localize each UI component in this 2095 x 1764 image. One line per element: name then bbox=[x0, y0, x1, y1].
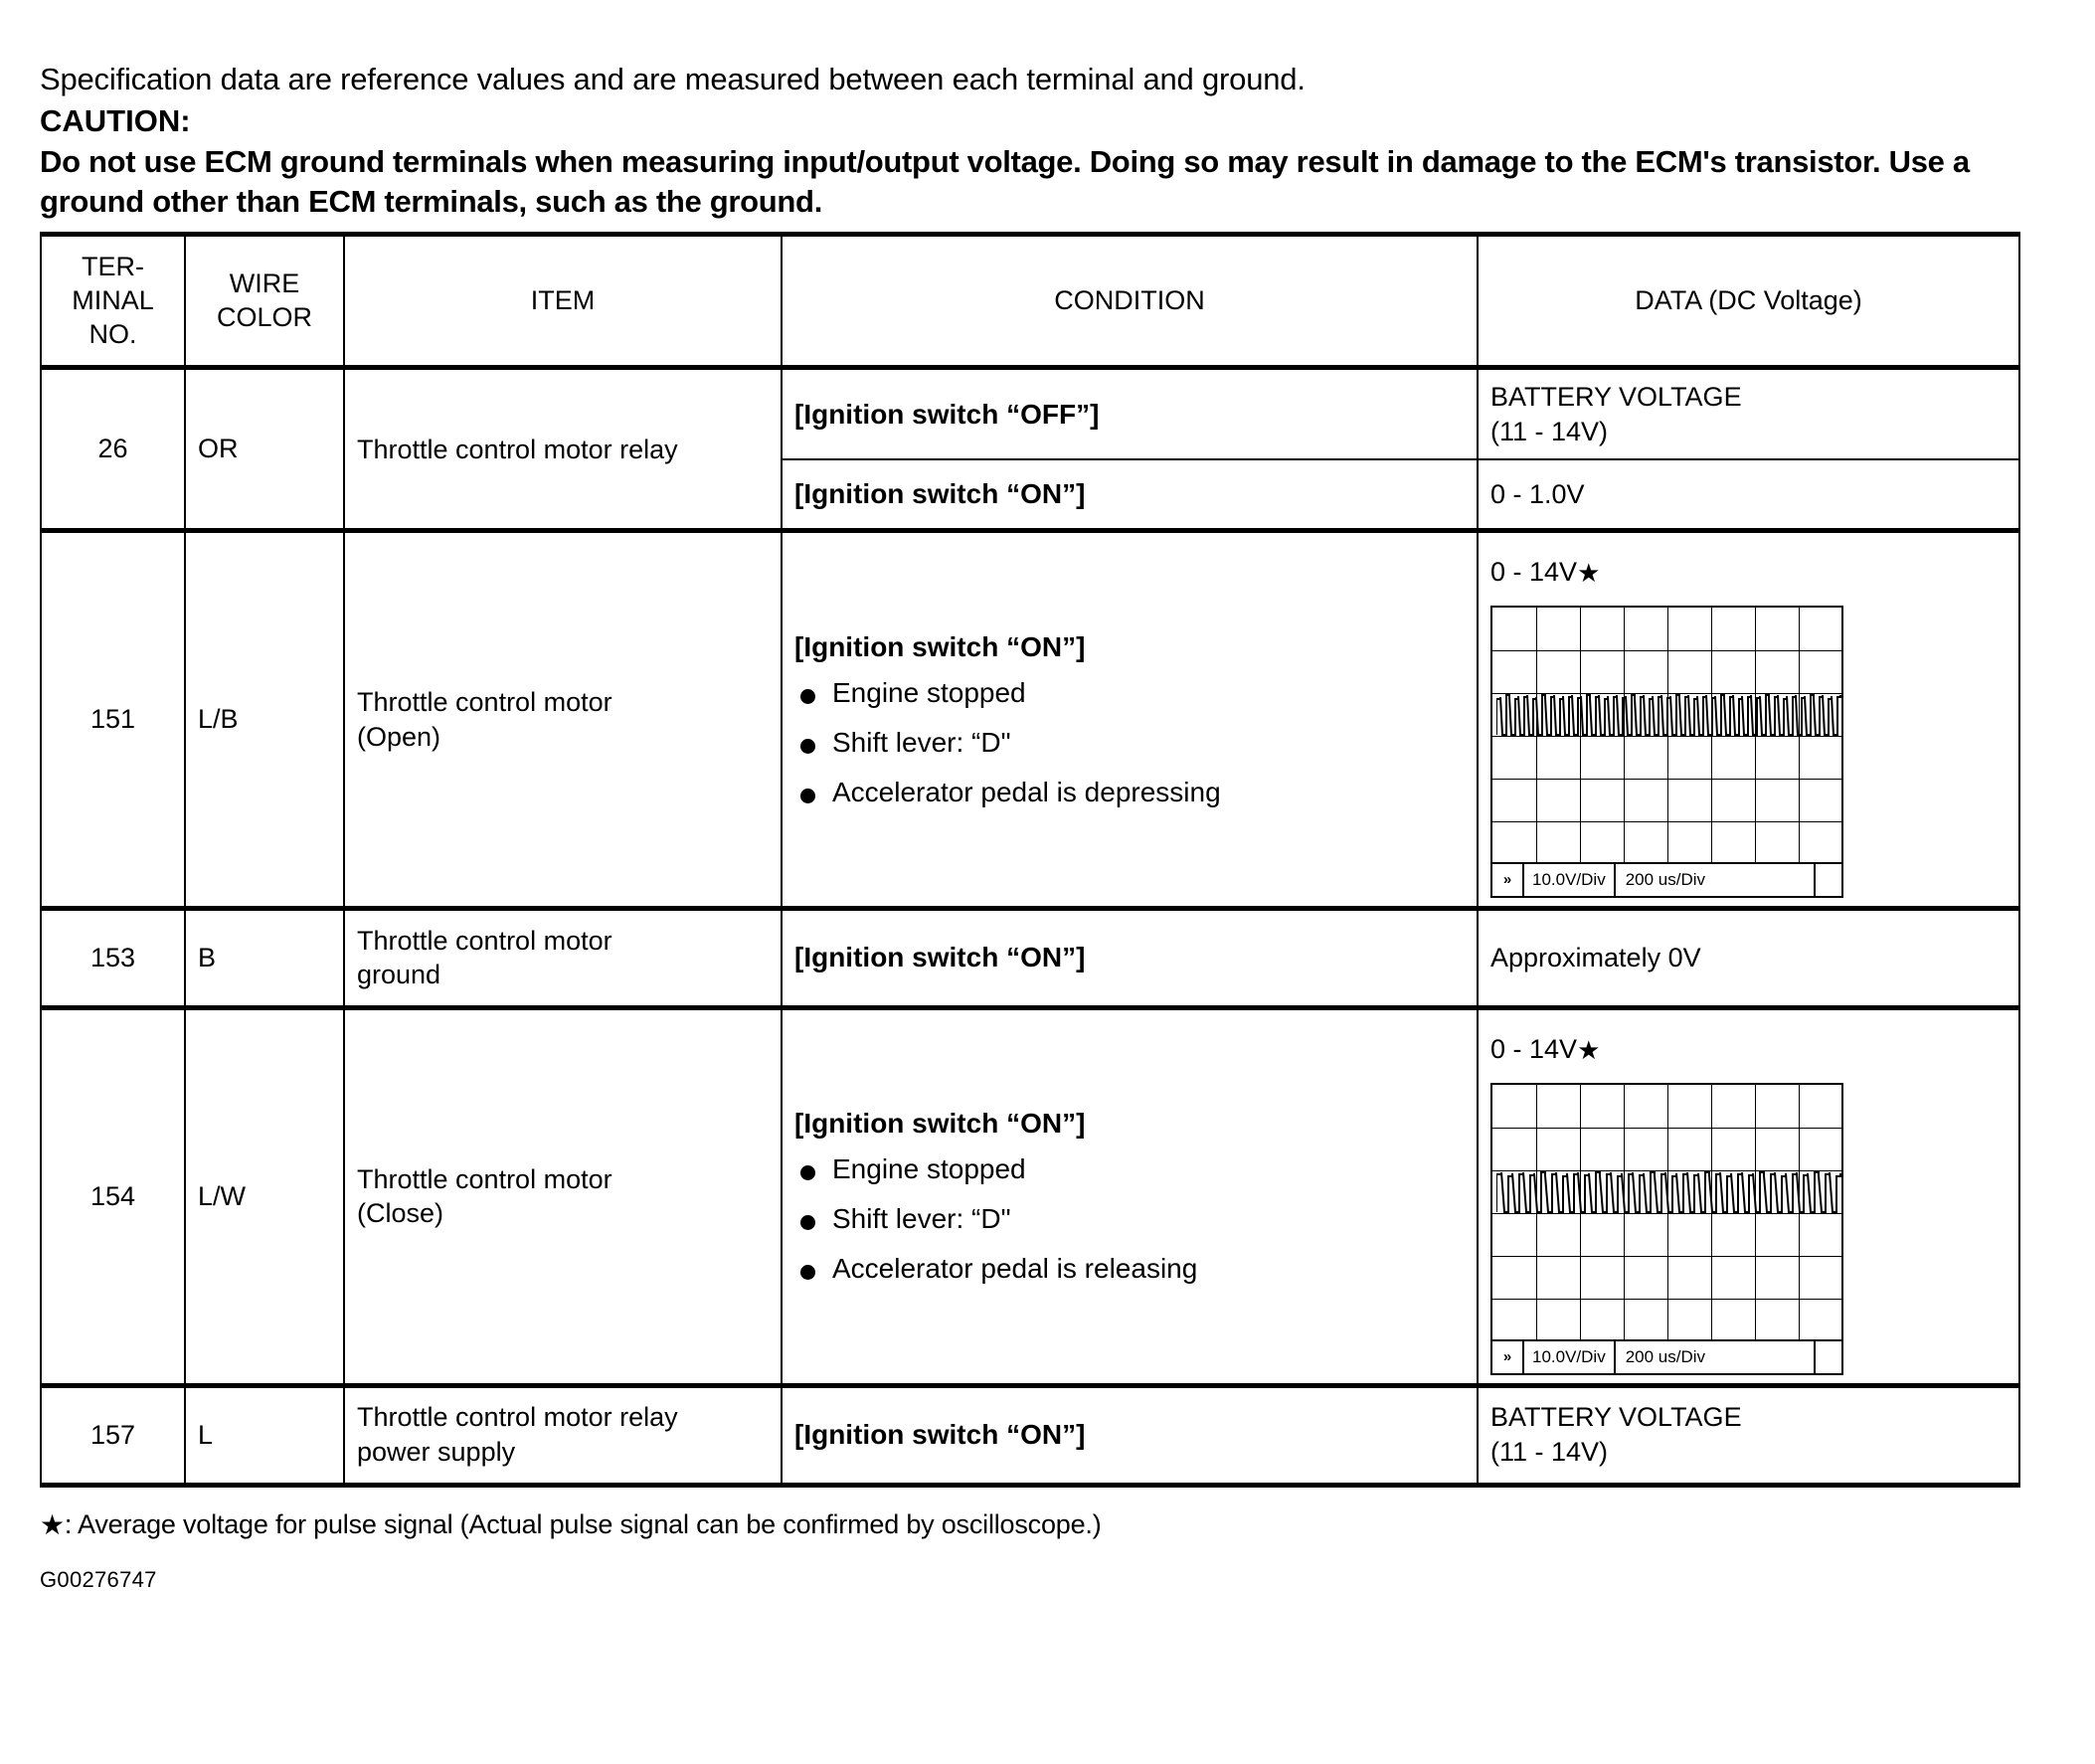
pulse-waveform bbox=[1496, 691, 1841, 737]
data-line-2: (11 - 14V) bbox=[1490, 1437, 1609, 1468]
condition-heading: [Ignition switch “ON”] bbox=[794, 478, 1086, 510]
cell-terminal-no: 26 bbox=[41, 368, 185, 531]
cell-terminal-no: 151 bbox=[41, 531, 185, 909]
item-line-1: Throttle control motor bbox=[357, 1163, 612, 1194]
star-icon: ★ bbox=[1577, 1034, 1601, 1065]
list-item: Engine stopped bbox=[794, 677, 1465, 709]
cell-condition bbox=[782, 531, 1478, 909]
condition-heading: [Ignition switch “ON”] bbox=[794, 1419, 1086, 1451]
list-item: Shift lever: “D" bbox=[794, 727, 1465, 759]
volts-per-div: 10.0V/Div bbox=[1524, 1341, 1616, 1373]
list-item: Accelerator pedal is releasing bbox=[794, 1253, 1465, 1285]
oscilloscope-grid bbox=[1490, 1083, 1843, 1341]
cell-condition bbox=[782, 368, 1478, 459]
cell-data bbox=[1478, 459, 2019, 531]
caution-text: Do not use ECM ground terminals when measuring input/output voltage. Doing so may result in damage to the ECM's transistor. Use a ground other than ECM terminals, such as the ground. bbox=[40, 143, 1970, 219]
oscilloscope-grid bbox=[1490, 606, 1843, 864]
list-item: Engine stopped bbox=[794, 1153, 1465, 1185]
chevron-right-icon: » bbox=[1492, 864, 1524, 896]
cell-data bbox=[1478, 1385, 2019, 1485]
table-row bbox=[41, 908, 2019, 1007]
header-wire-color bbox=[185, 235, 344, 368]
footnote bbox=[40, 1509, 2025, 1540]
cell-terminal-no: 154 bbox=[41, 1007, 185, 1385]
settings-end-box bbox=[1814, 1341, 1841, 1373]
cell-item bbox=[344, 908, 782, 1007]
item-line-2: (Open) bbox=[357, 721, 441, 752]
cell-item: Throttle control motor relay bbox=[344, 368, 782, 531]
condition-heading: [Ignition switch “ON”] bbox=[794, 630, 1086, 662]
header-data: DATA (DC Voltage) bbox=[1478, 235, 2019, 368]
footnote-text: : Average voltage for pulse signal (Actual pulse signal can be confirmed by oscilloscope.) bbox=[64, 1508, 1102, 1539]
cell-wire-color: OR bbox=[185, 368, 344, 531]
table-row bbox=[41, 531, 2019, 909]
data-value: 0 - 14V★ bbox=[1490, 557, 1601, 589]
data-line-2: (11 - 14V) bbox=[1490, 416, 1609, 446]
data-line-1: BATTERY VOLTAGE bbox=[1490, 1402, 1742, 1433]
condition-bullet-list bbox=[794, 677, 1465, 808]
item-line-2: ground bbox=[357, 960, 441, 990]
item-line-1: Throttle control motor bbox=[357, 925, 612, 956]
star-icon: ★ bbox=[40, 1508, 65, 1540]
time-per-div: 200 us/Div bbox=[1625, 1346, 1706, 1366]
cell-item bbox=[344, 1385, 782, 1485]
star-icon: ★ bbox=[1577, 558, 1601, 589]
document-id: G00276747 bbox=[40, 1566, 157, 1592]
header-terminal-line3: NO. bbox=[88, 318, 137, 349]
intro-text: Specification data are reference values and are measured between each terminal and ground. bbox=[40, 62, 1306, 96]
cell-data bbox=[1478, 368, 2019, 459]
table-body bbox=[41, 368, 2019, 1485]
cell-condition bbox=[782, 1385, 1478, 1485]
caution-label: CAUTION: bbox=[40, 103, 191, 139]
header-terminal-line2: MINAL bbox=[72, 284, 154, 315]
settings-end-box bbox=[1814, 864, 1841, 896]
data-value: 0 - 14V★ bbox=[1490, 1033, 1601, 1065]
cell-data: Approximately 0V bbox=[1478, 908, 2019, 1007]
table-row bbox=[41, 1007, 2019, 1385]
header-terminal-line1: TER- bbox=[82, 252, 144, 282]
volts-per-div: 10.0V/Div bbox=[1524, 864, 1616, 896]
cell-wire-color: B bbox=[185, 908, 344, 1007]
oscilloscope-settings bbox=[1490, 864, 1843, 898]
cell-item bbox=[344, 1007, 782, 1385]
item-line-2: power supply bbox=[357, 1437, 516, 1468]
oscilloscope-settings bbox=[1490, 1341, 1843, 1375]
cell-item bbox=[344, 531, 782, 909]
header-item: ITEM bbox=[344, 235, 782, 368]
list-item: Accelerator pedal is depressing bbox=[794, 777, 1465, 808]
item-line-1: Throttle control motor bbox=[357, 687, 612, 718]
list-item: Shift lever: “D" bbox=[794, 1203, 1465, 1235]
chevron-right-icon: » bbox=[1492, 1341, 1524, 1373]
item-line-1: Throttle control motor relay bbox=[357, 1402, 678, 1433]
condition-heading: [Ignition switch “OFF”] bbox=[794, 398, 1100, 430]
cell-data bbox=[1478, 1007, 2019, 1385]
condition-heading: [Ignition switch “ON”] bbox=[794, 942, 1086, 973]
header-wire-line2: COLOR bbox=[216, 301, 313, 332]
time-per-div: 200 us/Div bbox=[1625, 870, 1706, 890]
data-line-1: 0 - 1.0V bbox=[1490, 478, 1585, 509]
cell-condition bbox=[782, 1007, 1478, 1385]
cell-condition bbox=[782, 459, 1478, 531]
cell-wire-color: L bbox=[185, 1385, 344, 1485]
cell-wire-color: L/B bbox=[185, 531, 344, 909]
cell-wire-color: L/W bbox=[185, 1007, 344, 1385]
table-row bbox=[41, 368, 2019, 459]
cell-condition bbox=[782, 908, 1478, 1007]
header-terminal-no bbox=[41, 235, 185, 368]
oscilloscope-figure bbox=[1490, 606, 1843, 898]
specification-table bbox=[40, 232, 2020, 1487]
cell-terminal-no: 157 bbox=[41, 1385, 185, 1485]
item-line-2: (Close) bbox=[357, 1198, 444, 1229]
condition-bullet-list bbox=[794, 1153, 1465, 1285]
data-line-1: BATTERY VOLTAGE bbox=[1490, 382, 1742, 413]
oscilloscope-figure bbox=[1490, 1083, 1843, 1375]
cell-data bbox=[1478, 531, 2019, 909]
condition-heading: [Ignition switch “ON”] bbox=[794, 1108, 1086, 1140]
pulse-waveform bbox=[1496, 1168, 1841, 1214]
table-header bbox=[41, 235, 2019, 368]
cell-terminal-no: 153 bbox=[41, 908, 185, 1007]
table-row bbox=[41, 1385, 2019, 1485]
header-condition: CONDITION bbox=[782, 235, 1478, 368]
header-wire-line1: WIRE bbox=[229, 268, 300, 299]
